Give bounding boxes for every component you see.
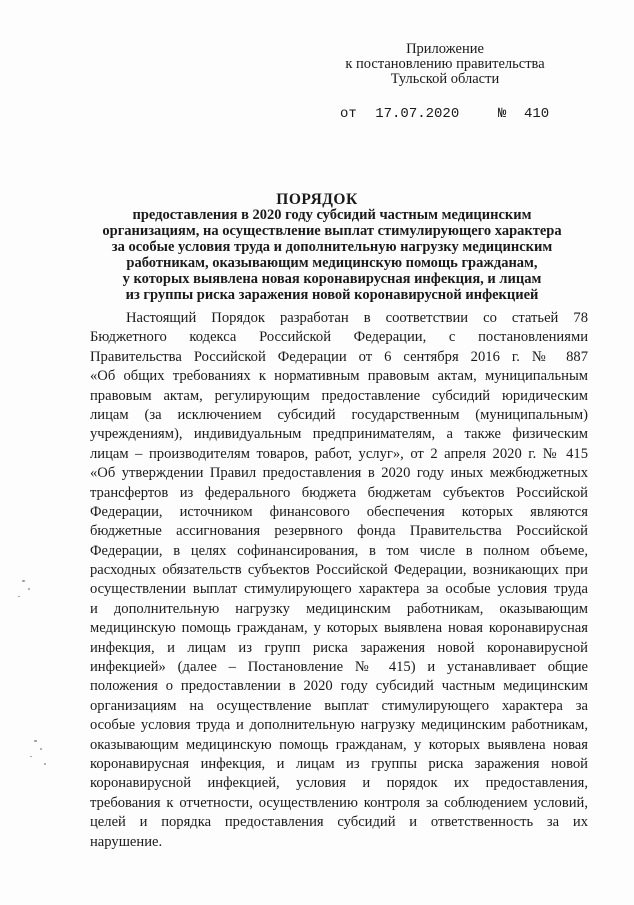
body-line: Настоящий Порядок разработан в соответствии со статьей 78 <box>126 310 588 326</box>
body-line: оказывающим медицинскую помощь гражданам, у которых выявлена новая <box>90 736 588 753</box>
appendix-line-3: Тульской области <box>390 71 500 87</box>
body-line: нарушение. <box>90 833 163 850</box>
body-line: лицам – производителям товаров, работ, услуг», от 2 апреля 2020 г. № 415 <box>90 445 588 462</box>
body-line: расходных обязательств субъектов Российской Федерации, возникающих при <box>90 562 588 579</box>
date-label: от <box>340 106 357 122</box>
subtitle-line: предоставления в 2020 году субсидий частным медицинским <box>132 207 532 223</box>
scan-speck <box>40 748 42 750</box>
appendix-line-2: к постановлению правительства <box>345 56 545 72</box>
body-paragraph <box>90 309 588 852</box>
body-line: осуществлении выплат стимулирующего характера за особые условия труда <box>90 581 588 598</box>
body-line: инфекция, и лицам из групп риска заражения новой коронавирусной <box>90 639 588 656</box>
body-line: трансфертов из федерального бюджета бюджетам субъектов Российской <box>90 484 588 501</box>
appendix-block <box>330 42 560 87</box>
body-line: правовым актам, регулирующим предоставление субсидий юридическим <box>90 387 588 404</box>
subtitle-line: из группы риска заражения новой коронавирусной инфекцией <box>125 287 539 303</box>
document-title: ПОРЯДОК <box>276 191 358 208</box>
document-date-number <box>340 106 550 122</box>
scan-speck <box>30 756 32 757</box>
scan-speck <box>44 763 46 765</box>
scan-speck <box>28 588 30 590</box>
body-line: коронавирусная инфекция, и лицам из группы риска заражения новой <box>90 755 588 772</box>
body-line: особые условия труда и дополнительную нагрузку медицинским работникам, <box>90 717 588 734</box>
document-subtitle <box>100 207 564 303</box>
scan-speck <box>22 580 25 582</box>
number-label: № <box>498 106 507 122</box>
body-line: требования к отчетности, осуществлению контроля за соблюдением условий, <box>90 794 588 811</box>
body-line: учреждениям), индивидуальным предпринимателям, а также физическим <box>90 426 588 443</box>
scan-speck <box>34 740 37 742</box>
body-line: Федерации, источником финансового обеспечения которых являются <box>90 503 588 520</box>
subtitle-line: у которых выявлена новая коронавирусная инфекция, и лицам <box>122 271 542 287</box>
body-line: организациям на осуществление выплат стимулирующего характера за <box>90 697 588 714</box>
body-line: Бюджетного кодекса Российской Федерации, с постановлениями <box>90 329 588 346</box>
body-line: Федерации, в целях софинансирования, в том числе в полном объеме, <box>90 542 588 559</box>
subtitle-line: за особые условия труда и дополнительную нагрузку медицинским <box>111 239 553 255</box>
body-line: коронавирусной инфекцией, условия и порядок их предоставления, <box>90 775 588 792</box>
body-line: целей и порядка предоставления субсидий и ответственность за их <box>90 814 588 831</box>
body-line: бюджетные ассигнования резервного фонда Правительства Российской <box>90 523 588 540</box>
body-line: и дополнительную нагрузку медицинским работникам, оказывающим <box>90 600 588 617</box>
body-line: Правительства Российской Федерации от 6 сентября 2016 г. № 887 <box>90 348 588 365</box>
subtitle-line: работникам, оказывающим медицинскую помощь гражданам, <box>126 255 538 271</box>
appendix-line-1: Приложение <box>406 41 484 57</box>
body-line: «Об общих требованиях к нормативным правовым актам, муниципальным <box>90 368 588 385</box>
body-line: инфекцией» (далее – Постановление № 415) и устанавливает общие <box>90 659 588 676</box>
document-date: 17.07.2020 <box>375 106 460 122</box>
scan-speck <box>18 596 20 597</box>
body-line: медицинскую помощь гражданам, у которых выявлена новая коронавирусная <box>90 620 588 637</box>
subtitle-line: организациям, на осуществление выплат стимулирующего характера <box>102 223 562 239</box>
document-number: 410 <box>524 106 550 122</box>
body-line: «Об утверждении Правил предоставления в 2020 году иных межбюджетных <box>90 465 588 482</box>
body-line: лицам (за исключением субсидий государственным (муниципальным) <box>90 406 588 423</box>
body-line: положения о предоставлении в 2020 году субсидий частным медицинским <box>90 678 588 695</box>
